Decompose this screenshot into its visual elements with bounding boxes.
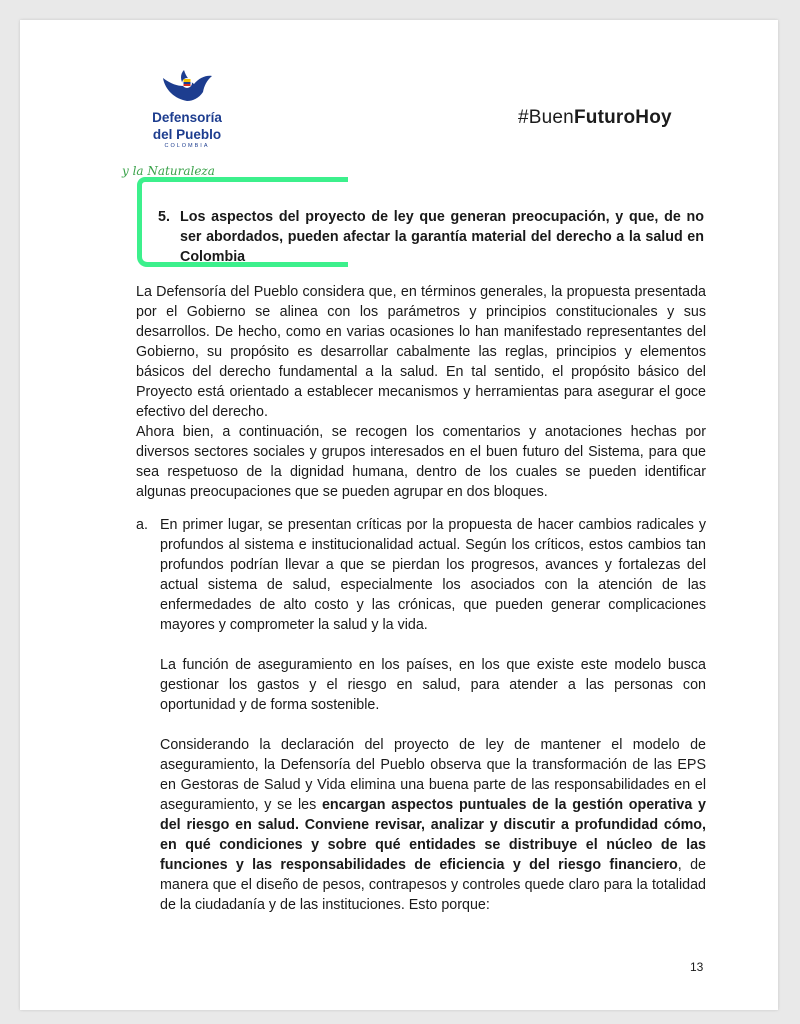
hashtag-normal: #Buen — [518, 107, 574, 128]
list-paragraph-3 — [160, 735, 706, 915]
section-number: 5. — [158, 209, 170, 225]
logo-tagline: y la Naturaleza — [122, 164, 215, 178]
section-title: Los aspectos del proyecto de ley que generan preocupación, y que, de no ser abordados, pueden afectar la garantía material del derecho a la salud en Colombia — [180, 209, 704, 265]
defensoria-logo — [132, 68, 242, 150]
list-item — [136, 515, 706, 935]
list-marker: a. — [136, 517, 148, 533]
logo-line-2: del Pueblo — [152, 127, 222, 142]
campaign-hashtag — [518, 107, 672, 129]
list-paragraph-1: En primer lugar, se presentan críticas por la propuesta de hacer cambios radicales y profundos al sistema e institucionalidad actual. Según los críticos, estos cambios tan profundos podrían llevar a que se pierdan los progresos, avances y fortalezas del actual sistema de salud, especialmente los asociados con la atención de las enfermedades de alto costo y las crónicas, que pueden generar complicaciones mayores y comprometer la salud y la vida. — [160, 517, 706, 633]
p3-text-b: , de manera que el diseño de pesos, contrapesos y controles quede claro para la totalidad de la ciudadanía y de las instituciones. Esto porque: — [160, 857, 706, 913]
list-item-content — [160, 515, 706, 935]
paragraph-2: Ahora bien, a continuación, se recogen los comentarios y anotaciones hechas por diversos sectores sociales y grupos interesados en el buen futuro del Sistema, para que sea respetuoso de la dignidad humana, dentro de los cuales se pueden identificar algunas preocupaciones que se pueden agrupar en dos bloques. — [136, 424, 706, 500]
page-number: 13 — [690, 960, 704, 974]
paragraph-1: La Defensoría del Pueblo considera que, en términos generales, la propuesta presentada por el Gobierno se alinea con los parámetros y principios constitucionales y sus desarrollos. De hecho, como en varias ocasiones lo han manifestado representantes del Gobierno, su propósito es desarrollar cabalmente las reglas, principios y elementos básicos del derecho fundamental a la salud. En tal sentido, el propósito básico del Proyecto está orientado a establecer mecanismos y herramientas para asegurar el goce efectivo del derecho. — [136, 284, 706, 420]
p3-bold-text: encargan aspectos puntuales de la gestión operativa y del riesgo en salud. Conviene revisar, analizar y discutir a profundidad cómo, en qué condiciones y sobre qué entidades se distribuye el núcleo de las funciones y las responsabilidades de eficiencia y del riesgo financiero — [160, 797, 707, 873]
p3-text-a: Considerando la declaración del proyecto de ley de mantener el modelo de aseguramiento, la Defensoría del Pueblo observa que la transformación de las EPS en Gestoras de Salud y Vida elimina una buena parte de las responsabilidades en el aseguramiento, y se les — [160, 737, 706, 813]
document-page — [20, 20, 778, 1010]
list — [136, 515, 706, 935]
hashtag-bold: FuturoHoy — [573, 107, 672, 128]
list-paragraph-2: La función de aseguramiento en los países, en los que existe este modelo busca gestionar los gastos y el riesgo en salud, para atender a las personas con oportunidad y de forma sostenible. — [160, 657, 706, 713]
dove-flag-icon — [157, 68, 217, 108]
section-heading — [138, 207, 704, 267]
logo-line-1: Defensoría — [152, 110, 222, 125]
logo-country: COLOMBIA — [164, 143, 210, 149]
